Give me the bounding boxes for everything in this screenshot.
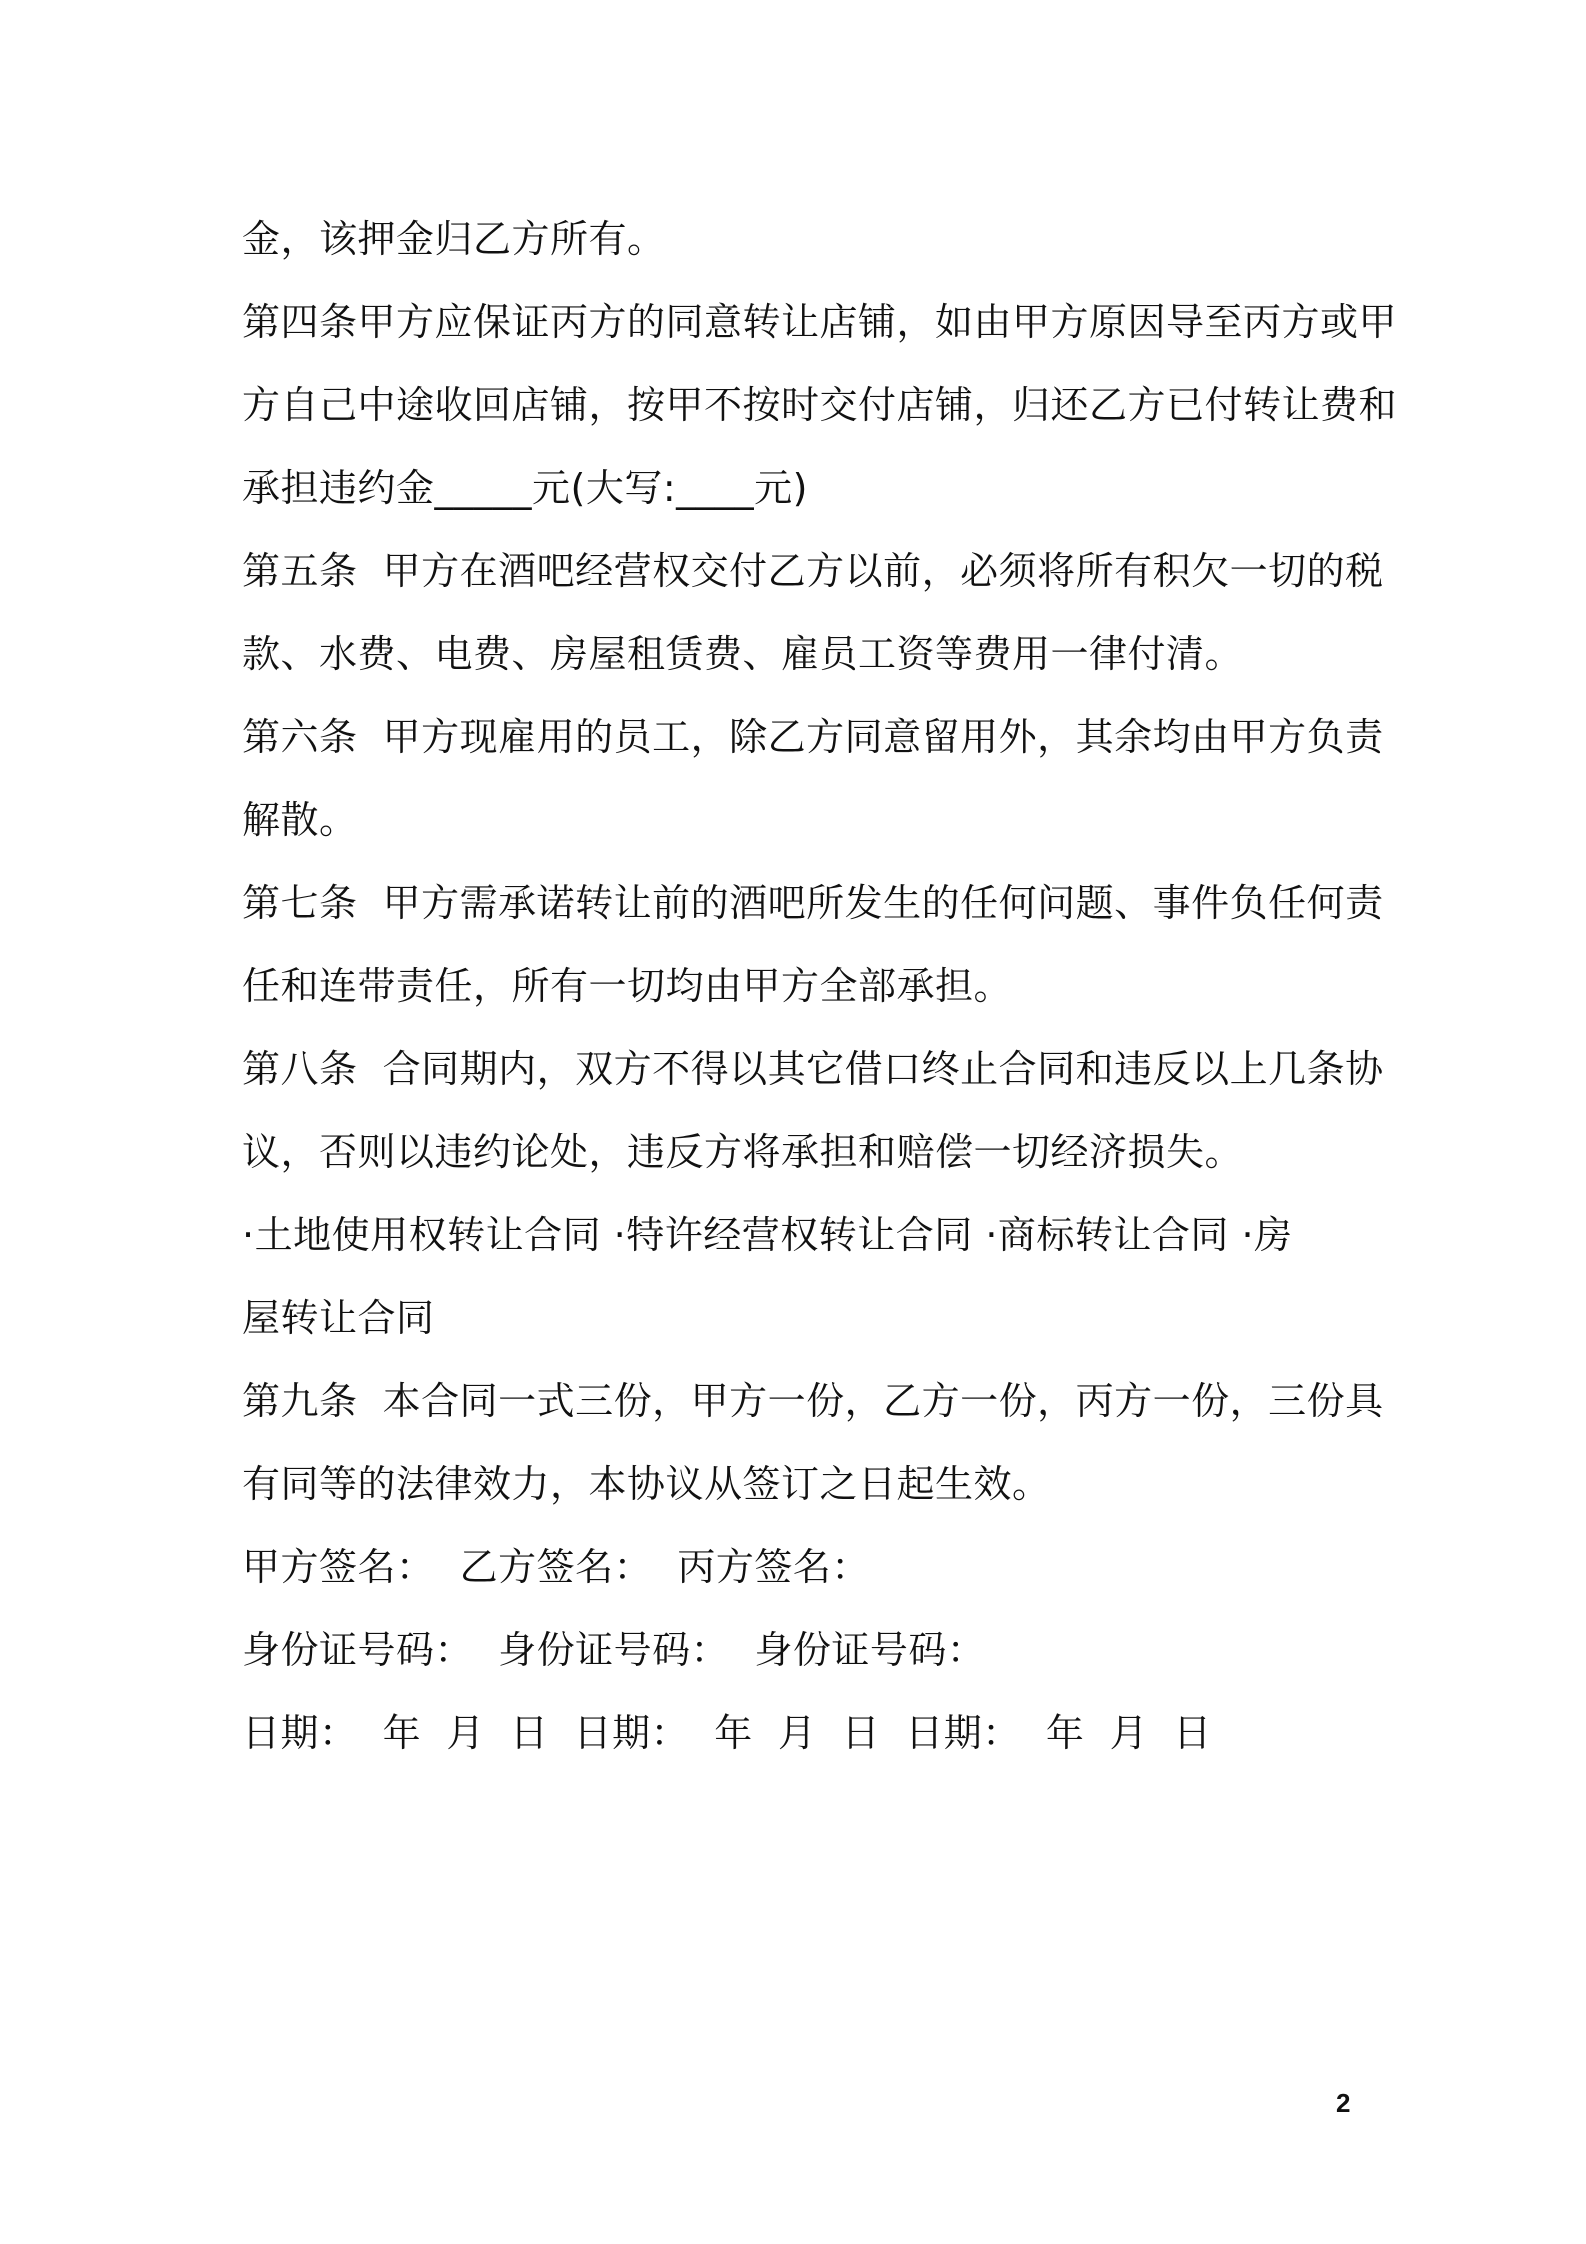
text-line: 议，否则以违约论处，违反方将承担和赔偿一切经济损失。 <box>242 1130 1244 1174</box>
text-line: 款、水费、电费、房屋租赁费、雇员工资等费用一律付清。 <box>242 632 1244 676</box>
text-line: 有同等的法律效力，本协议从签订之日起生效。 <box>242 1462 1051 1506</box>
page-number: 2 <box>1336 2088 1351 2118</box>
text-line: 第七条 甲方需承诺转让前的酒吧所发生的任何问题、事件负任何责 <box>242 881 1384 925</box>
text-line: 方自己中途收回店铺，按甲不按时交付店铺，归还乙方已付转让费和 <box>242 383 1398 427</box>
text-line: 任和连带责任，所有一切均由甲方全部承担。 <box>242 964 1013 1008</box>
related-links-line: ·土地使用权转让合同 ·特许经营权转让合同 ·商标转让合同 ·房 <box>242 1213 1293 1257</box>
related-links-line: 屋转让合同 <box>242 1296 435 1340</box>
text-line: 第九条 本合同一式三份，甲方一份，乙方一份，丙方一份，三份具 <box>242 1379 1384 1423</box>
text-line: 解散。 <box>242 798 358 842</box>
text-line: 第五条 甲方在酒吧经营权交付乙方以前，必须将所有积欠一切的税 <box>242 549 1384 593</box>
text-line: 承担违约金_____元(大写:____元) <box>242 466 808 510</box>
text-line: 第六条 甲方现雇用的员工，除乙方同意留用外，其余均由甲方负责 <box>242 715 1384 759</box>
contract-body <box>242 198 1398 1775</box>
signature-line: 甲方签名： 乙方签名： 丙方签名： <box>242 1545 870 1589</box>
text-line: 第四条甲方应保证丙方的同意转让店铺，如由甲方原因导至丙方或甲 <box>242 300 1398 344</box>
id-number-line: 身份证号码： 身份证号码： 身份证号码： <box>242 1628 986 1672</box>
text-line: 第八条 合同期内，双方不得以其它借口终止合同和违反以上几条协 <box>242 1047 1384 1091</box>
text-line: 金，该押金归乙方所有。 <box>242 217 666 261</box>
date-line: 日期： 年 月 日 日期： 年 月 日 日期： 年 月 日 <box>242 1711 1212 1755</box>
